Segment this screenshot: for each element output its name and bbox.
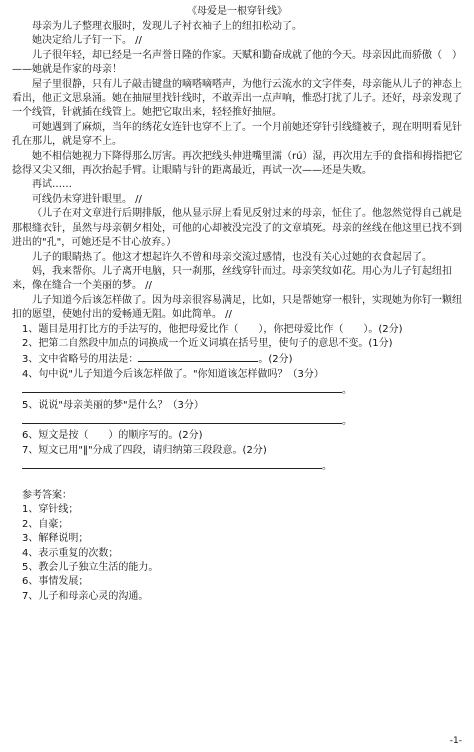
document-title: 《母爱是一根穿针线》 bbox=[187, 6, 287, 17]
paragraph-9: （儿子在对文章进行后期排版，他从显示屏上看见反射过来的母亲，怔住了。他忽然觉得自己就是那根缝衣针，虽然与母亲朝夕相处，可他的心却被没完没了的文章填死。母亲的丝线在他这里已找不到进出的"孔"，可她还是不甘心放弃。） bbox=[12, 208, 462, 249]
question-5: 5、说说"母亲美丽的梦"是什么？（3分） bbox=[22, 399, 204, 411]
answer-5: 5、教会儿子独立生活的能力。 bbox=[22, 562, 159, 574]
paragraph-7: 再试…… bbox=[32, 179, 72, 191]
answer-3: 3、解释说明； bbox=[22, 533, 89, 545]
answer-2: 2、自豪； bbox=[22, 518, 69, 530]
answer-line-row: 。 bbox=[12, 458, 464, 474]
answer-line[interactable] bbox=[22, 458, 322, 469]
answer-7: 7、儿子和母亲心灵的沟通。 bbox=[22, 590, 149, 602]
answer-line[interactable] bbox=[138, 351, 258, 362]
paragraph-11: 妈，我来帮你。儿子离开电脑，只一刹那，丝线穿针而过。母亲笑纹如花。用心为儿子钉起纽扣来，像在缝合一个美丽的梦。 // bbox=[12, 265, 452, 292]
paragraph-2: 她决定给儿子钉一下。 // bbox=[32, 35, 142, 47]
paragraph-8: 可线仍未穿进针眼里。 // bbox=[32, 193, 142, 205]
paragraph-6: 她不相信她视力下降得那么厉害。再次把线头伸进嘴里濡（rú）湿，再次用左手的食指和拇指把它捻得又尖又细，再次抬起手臂。让眼睛与针的距离最近，再试一次——还是失败。 bbox=[12, 150, 463, 177]
spacer bbox=[12, 475, 464, 489]
answer-6: 6、事情发展； bbox=[22, 576, 89, 588]
question-4: 4、句中说"儿子知道今后该怎样做了。"你知道该怎样做吗？（3分） bbox=[22, 368, 324, 380]
document-body bbox=[12, 20, 464, 604]
question-1: 1、题目是用打比方的手法写的，他把母爱比作（ ），你把母爱比作（ ）。(2分) bbox=[22, 323, 403, 335]
question-3-tail: 。(2分) bbox=[258, 354, 293, 366]
answer-4: 4、表示重复的次数； bbox=[22, 547, 119, 559]
answers-title: 参考答案： bbox=[22, 489, 72, 501]
paragraph-5: 可她遇到了麻烦，当年的绣花女连针也穿不上了。一个月前她还穿针引线缝被子，现在明明看见针孔在那儿，就是穿不上。 bbox=[12, 121, 462, 148]
answer-line-row: 。 bbox=[12, 382, 464, 398]
paragraph-1: 母亲为儿子整理衣服时，发现儿子衬衣袖子上的纽扣松动了。 bbox=[32, 21, 302, 32]
answer-line[interactable] bbox=[22, 413, 342, 424]
paragraph-4: 屋子里很静，只有儿子敲击键盘的嘀嗒嘀嗒声，为他行云流水的文字伴奏，母亲能从儿子的神态上看出，他正文思泉涌。她在抽屉里找针线时，不敢弄出一点声响，惟恐打扰了儿子。还好，母亲发现了一个线管，针就插在线管上。她把它取出来，轻轻推好抽屉。 bbox=[12, 78, 462, 119]
question-6: 6、短文是按（ ）的顺序写的。(2分) bbox=[22, 430, 203, 442]
question-7: 7、短文已用"‖"分成了四段，请归纳第三段段意。(2分) bbox=[22, 444, 267, 456]
page-number: -1- bbox=[449, 736, 462, 746]
paragraph-12: 儿子知道今后该怎样做了。因为母亲很容易满足，比如，只是帮她穿一根针，实现她为你钉一颗纽扣的愿望，使她付出的爱畅通无阻。如此简单。 // bbox=[12, 294, 462, 321]
paragraph-3: 儿子很年轻，却已经是一名声誉日隆的作家。天赋和勤奋成就了他的今天。母亲因此而骄傲（ ）——她就是作家的母亲！ bbox=[12, 49, 462, 76]
answer-1: 1、穿针线； bbox=[22, 504, 79, 516]
question-2: 2、把第二自然段中加点的词换成一个近义词填在括号里，使句子的意思不变。(1分) bbox=[22, 337, 393, 349]
question-3-text: 3、文中省略号的用法是： bbox=[22, 354, 139, 366]
paragraph-10: 儿子的眼睛热了。他这才想起许久不曾和母亲交流过感情，也没有关心过她的衣食起居了。 bbox=[32, 251, 432, 263]
answer-line[interactable] bbox=[22, 382, 342, 393]
question-3 bbox=[12, 351, 464, 367]
answer-line-row: 。 bbox=[12, 413, 464, 429]
